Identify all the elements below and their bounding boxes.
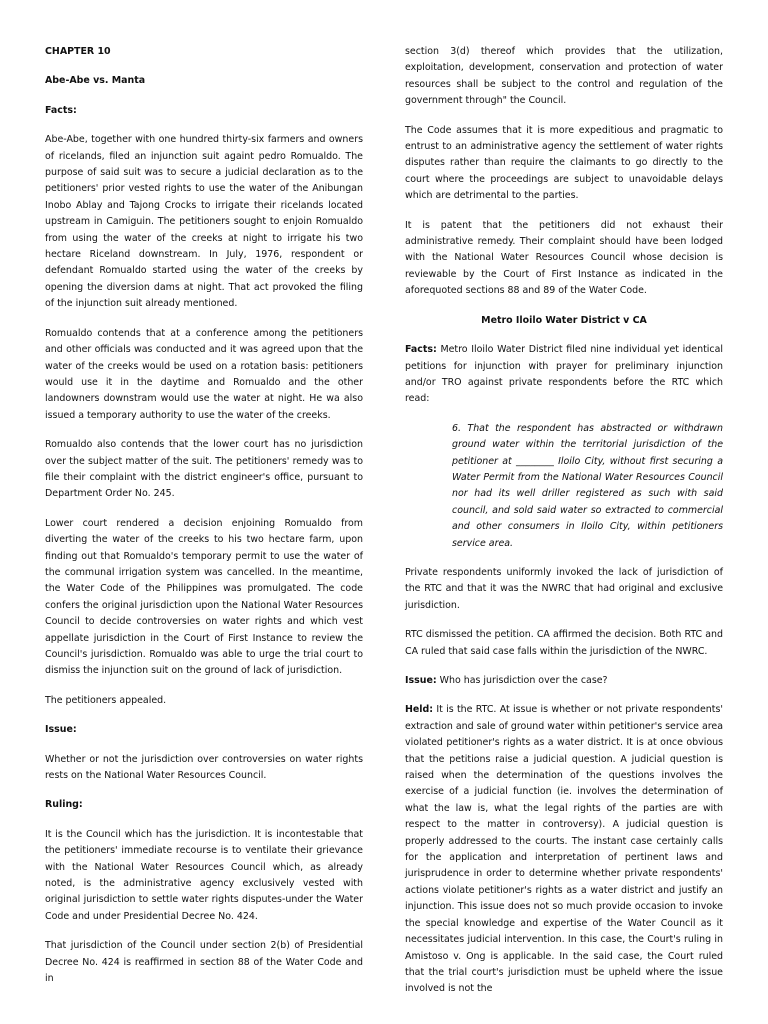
issue-text: Who has jurisdiction over the case?: [436, 675, 608, 686]
quoted-petition: 6. That the respondent has abstracted or withdrawn ground water within the territorial jurisdiction of the petitioner at ________ Iloilo City, without first securing a Water Permit from the National Water Resources Council nor had its well driller registered as such with said council, and sold said water so extracted to commercial and other consumers in Iloilo City, within petitioners service area.: [452, 422, 723, 549]
facts-heading: Facts:: [45, 104, 77, 116]
ruling-paragraph: That jurisdiction of the Council under section 2(b) of Presidential Decree No. 424 is reaffirmed in section 88 of the Water Code and in: [45, 940, 363, 985]
facts-paragraph: Abe-Abe, together with one hundred thirty-six farmers and owners of ricelands, filed an injunction suit againt pedro Romualdo. The purpose of said suit was to secure a judicial declaration as to the petitioners' prior vested rights to use the water of the Anibungan Inobo Ablay and Tajong Crocks to irrigate their ricelands located upstream in Camiguin. The petitioners sought to enjoin Romualdo from using the water of the creeks at night to irrigate his two hectare Riceland downstream. In July, 1976, respondent or defendant Romualdo started using the water of the creeks by opening the diversion dams at night. That act provoked the filing of the injunction suit already mentioned.: [45, 134, 363, 310]
ruling-continuation: It is patent that the petitioners did not exhaust their administrative remedy. Their complaint should have been lodged with the National Water Resources Council whose decision is reviewable by the Court of First Instance as indicated in the aforequoted sections 88 and 89 of the Water Code.: [405, 219, 723, 297]
facts-paragraph: The petitioners appealed.: [45, 694, 167, 706]
held-text: It is the RTC. At issue is whether or not private respondents' extraction and sale of ground water within petitioner's service area violated petitioner's rights as a water district. It is at once obvious that the petitions raise a judicial question. A judicial question is raised when the determination of the questions involves the exercise of a judicial function (ie. involves the determination of what the law is, what the legal rights of the parties are with respect to the matter in controversy). A judicial question is properly addressed to the courts. The instant case certainly calls for the application and interpretation of pertinent laws and jurisprudence in order to determine whether private respondents' actions violate petitioner's rights as a water district and justify an injunction. This issue does not so much provide occasion to invoke the special knowledge and expertise of the Water Council as it necessitates judicial intervention. In this case, the Court's ruling in Amistoso v. Ong is applicable. In the said case, the Court ruled that the trial court's jurisdiction must be upheld where the issue involved is not the: [405, 704, 723, 995]
right-column: [405, 44, 723, 1011]
issue-paragraph: [405, 673, 723, 689]
facts-paragraph: Romualdo contends that at a conference among the petitioners and other officials was conducted and it was agreed upon that the water of the creeks would be used on a rotation basis: petitioners would use it in the daytime and Romualdo and the other landowners downstram would use the water at night. He wa also issued a temporary authority to use the water of the creeks.: [45, 327, 363, 421]
body-paragraph: RTC dismissed the petition. CA affirmed the decision. Both RTC and CA ruled that said case falls within the jurisdiction of the NWRC.: [405, 629, 723, 657]
issue-label: Issue:: [405, 675, 437, 686]
held-paragraph: [405, 702, 723, 997]
ruling-heading: Ruling:: [45, 799, 83, 811]
facts-label: Facts:: [405, 344, 437, 356]
ruling-continuation: The Code assumes that it is more expeditious and pragmatic to entrust to an administrative agency the settlement of water rights disputes rather than require the claimants to go directly to the court where the proceedings are subject to unavoidable delays which are detrimental to the parties.: [405, 124, 723, 202]
case-title: Abe-Abe vs. Manta: [45, 75, 146, 87]
facts-paragraph: [405, 342, 723, 408]
held-label: Held:: [405, 704, 434, 716]
ruling-paragraph: It is the Council which has the jurisdiction. It is incontestable that the petitioners' immediate recourse is to ventilate their grievance with the National Water Resources Council which, as already noted, is the administrative agency exclusively vested with original jurisdiction to settle water rights disputes-under the Water Code and under Presidential Decree No. 424.: [45, 828, 363, 922]
facts-paragraph: Lower court rendered a decision enjoining Romualdo from diverting the water of the creeks to his two hectare farm, upon finding out that Romualdo's temporary permit to use the water of the communal irrigation system was cancelled. In the meantime, the Water Code of the Philippines was promulgated. The code confers the original jurisdiction upon the National Water Resources Council to decide controversies on water rights and which vest appellate jurisdiction in the Court of First Instance to review the Council's jurisdiction. Romualdo was able to urge the trial court to dismiss the injunction suit on the ground of lack of jurisdiction.: [45, 517, 363, 677]
left-column: [45, 44, 363, 1001]
issue-heading: Issue:: [45, 724, 77, 736]
facts-text: Metro Iloilo Water District filed nine individual yet identical petitions for injunction with prayer for preliminary injunction and/or TRO against private respondents before the RTC which read:: [405, 344, 723, 405]
issue-text: Whether or not the jurisdiction over controversies on water rights rests on the National Water Resources Council.: [45, 753, 363, 782]
facts-paragraph: Romualdo also contends that the lower court has no jurisdiction over the subject matter of the suit. The petitioners' remedy was to file their complaint with the district engineer's office, pursuant to Department Order No. 245.: [45, 439, 363, 500]
body-paragraph: Private respondents uniformly invoked the lack of jurisdiction of the RTC and that it was the NWRC that had original and exclusive jurisdiction.: [405, 566, 723, 611]
ruling-continuation: section 3(d) thereof which provides that the utilization, exploitation, development, conservation and protection of water resources shall be subject to the control and regulation of the government through" the Council.: [405, 46, 723, 107]
chapter-heading: CHAPTER 10: [45, 46, 111, 57]
case-title: Metro Iloilo Water District v CA: [481, 314, 647, 326]
